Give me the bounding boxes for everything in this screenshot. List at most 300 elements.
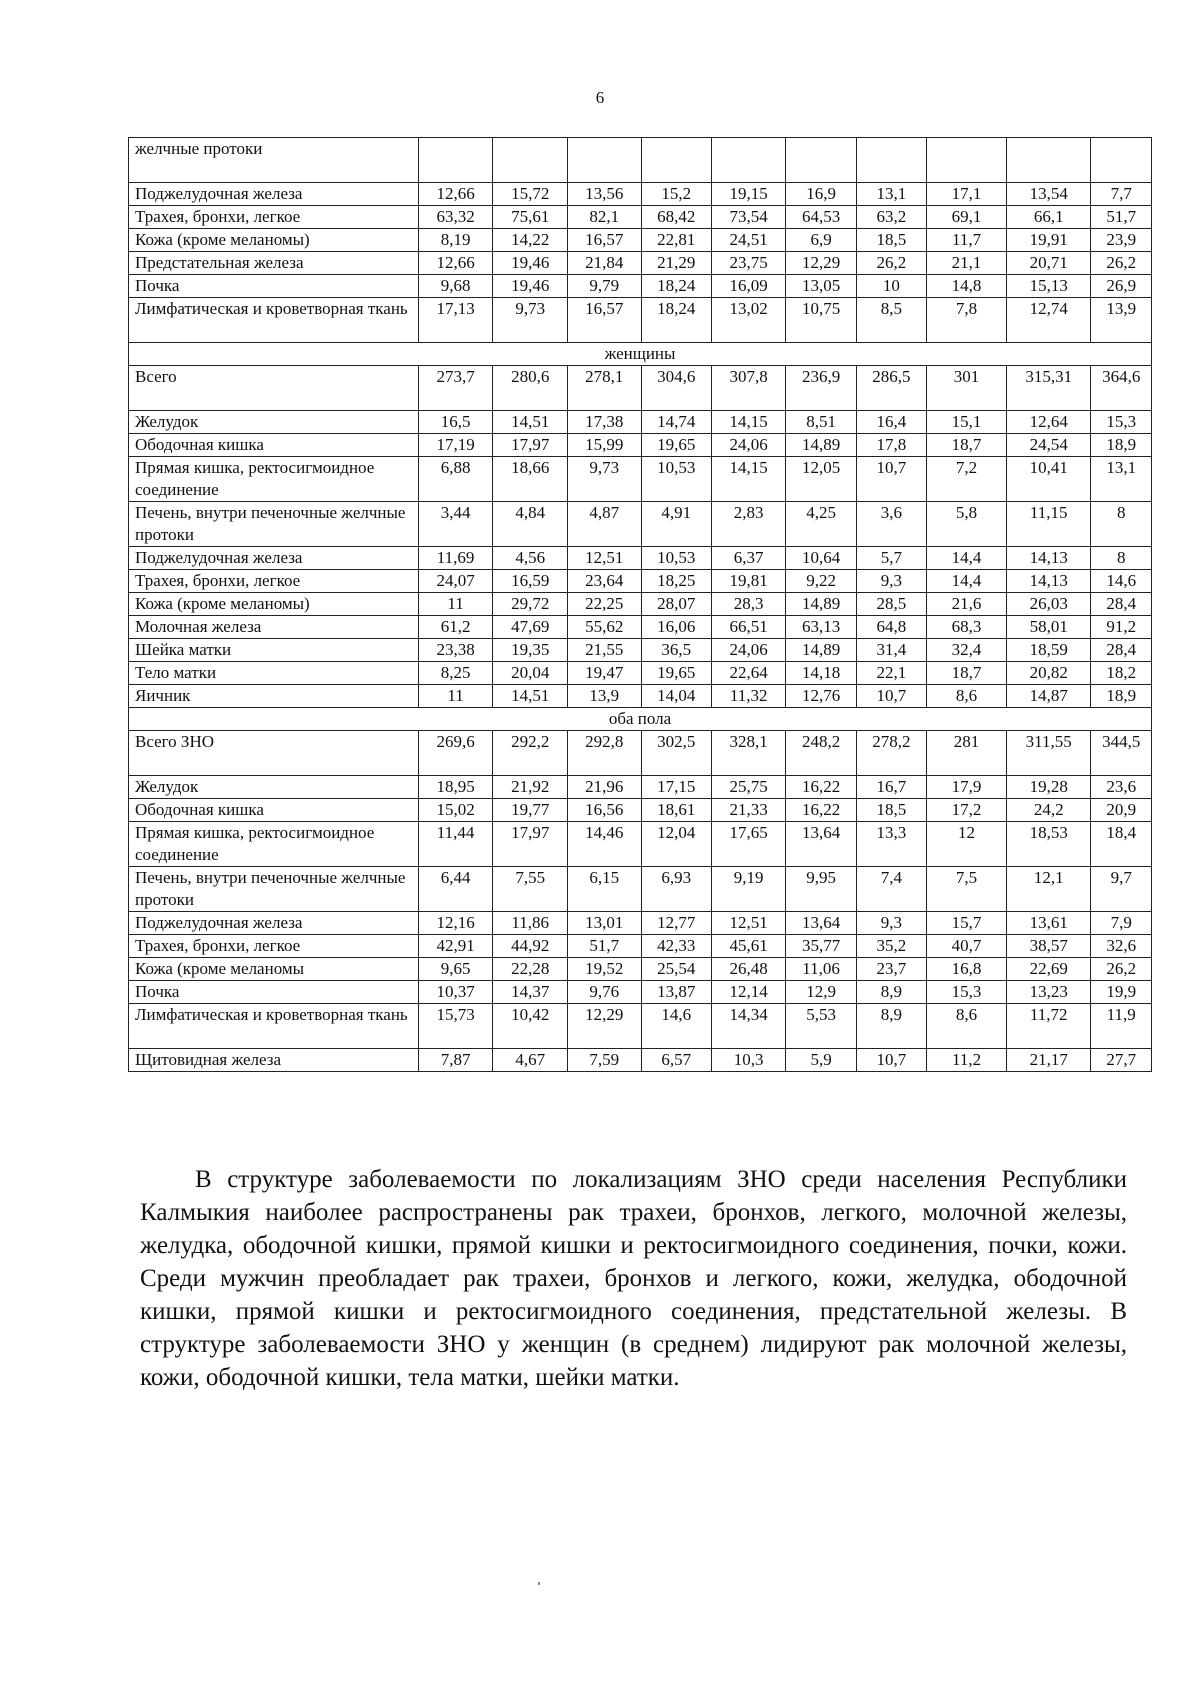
value-cell: 15,02 xyxy=(418,799,493,822)
value-cell: 21,1 xyxy=(927,252,1007,275)
value-cell: 278,2 xyxy=(856,731,926,776)
value-cell: 22,64 xyxy=(711,662,786,685)
value-cell: 18,59 xyxy=(1007,639,1091,662)
value-cell: 63,13 xyxy=(786,616,856,639)
value-cell: 68,42 xyxy=(641,206,711,229)
row-label: Печень, внутри печеночные желчные протоки xyxy=(129,867,419,912)
value-cell: 315,31 xyxy=(1007,366,1091,411)
row-label: Кожа (кроме меланомы xyxy=(129,958,419,981)
value-cell: 21,96 xyxy=(568,776,642,799)
value-cell: 16,56 xyxy=(568,799,642,822)
table-row xyxy=(129,958,1152,981)
value-cell: 4,56 xyxy=(493,547,568,570)
value-cell: 15,7 xyxy=(927,912,1007,935)
value-cell: 17,9 xyxy=(927,776,1007,799)
value-cell: 8,19 xyxy=(418,229,493,252)
value-cell: 12,66 xyxy=(418,252,493,275)
row-label: Почка xyxy=(129,981,419,1004)
value-cell xyxy=(418,138,493,183)
value-cell: 302,5 xyxy=(641,731,711,776)
value-cell xyxy=(856,138,926,183)
value-cell: 14,74 xyxy=(641,411,711,434)
value-cell: 45,61 xyxy=(711,935,786,958)
value-cell: 10,75 xyxy=(786,298,856,343)
value-cell: 4,87 xyxy=(568,502,642,547)
table-row xyxy=(129,434,1152,457)
value-cell: 292,2 xyxy=(493,731,568,776)
row-label: Тело матки xyxy=(129,662,419,685)
value-cell: 18,4 xyxy=(1091,822,1152,867)
value-cell: 19,65 xyxy=(641,434,711,457)
value-cell: 12,51 xyxy=(711,912,786,935)
value-cell: 292,8 xyxy=(568,731,642,776)
value-cell: 21,33 xyxy=(711,799,786,822)
row-label: Молочная железа xyxy=(129,616,419,639)
value-cell: 15,3 xyxy=(1091,411,1152,434)
value-cell: 11,86 xyxy=(493,912,568,935)
value-cell: 16,57 xyxy=(568,298,642,343)
value-cell: 66,1 xyxy=(1007,206,1091,229)
value-cell: 15,99 xyxy=(568,434,642,457)
row-label: Щитовидная железа xyxy=(129,1049,419,1072)
row-label: Кожа (кроме меланомы) xyxy=(129,593,419,616)
value-cell: 18,95 xyxy=(418,776,493,799)
value-cell: 7,5 xyxy=(927,867,1007,912)
value-cell: 28,07 xyxy=(641,593,711,616)
value-cell: 11,69 xyxy=(418,547,493,570)
value-cell: 75,61 xyxy=(493,206,568,229)
value-cell: 18,53 xyxy=(1007,822,1091,867)
value-cell: 26,03 xyxy=(1007,593,1091,616)
table-row xyxy=(129,1049,1152,1072)
value-cell: 47,69 xyxy=(493,616,568,639)
value-cell: 28,5 xyxy=(856,593,926,616)
section-label: женщины xyxy=(129,343,1152,366)
value-cell: 13,02 xyxy=(711,298,786,343)
value-cell: 3,6 xyxy=(856,502,926,547)
table-row xyxy=(129,138,1152,183)
row-label: Предстательная железа xyxy=(129,252,419,275)
value-cell: 35,2 xyxy=(856,935,926,958)
value-cell: 13,9 xyxy=(1091,298,1152,343)
value-cell: 17,13 xyxy=(418,298,493,343)
scan-speck xyxy=(538,1582,540,1585)
value-cell: 16,22 xyxy=(786,776,856,799)
value-cell: 278,1 xyxy=(568,366,642,411)
table-row xyxy=(129,183,1152,206)
row-label: Прямая кишка, ректосигмоидное соединение xyxy=(129,822,419,867)
value-cell: 12,74 xyxy=(1007,298,1091,343)
value-cell: 20,71 xyxy=(1007,252,1091,275)
value-cell: 26,2 xyxy=(856,252,926,275)
value-cell: 21,6 xyxy=(927,593,1007,616)
value-cell: 9,3 xyxy=(856,570,926,593)
value-cell: 55,62 xyxy=(568,616,642,639)
value-cell: 63,32 xyxy=(418,206,493,229)
value-cell: 7,59 xyxy=(568,1049,642,1072)
value-cell: 328,1 xyxy=(711,731,786,776)
value-cell: 8 xyxy=(1091,502,1152,547)
value-cell: 16,7 xyxy=(856,776,926,799)
value-cell: 18,7 xyxy=(927,662,1007,685)
value-cell: 28,3 xyxy=(711,593,786,616)
value-cell: 9,79 xyxy=(568,275,642,298)
value-cell: 9,68 xyxy=(418,275,493,298)
value-cell: 10,42 xyxy=(493,1004,568,1049)
value-cell: 24,06 xyxy=(711,434,786,457)
value-cell: 18,66 xyxy=(493,457,568,502)
value-cell: 9,19 xyxy=(711,867,786,912)
value-cell: 18,2 xyxy=(1091,662,1152,685)
value-cell: 9,76 xyxy=(568,981,642,1004)
value-cell: 63,2 xyxy=(856,206,926,229)
value-cell: 17,97 xyxy=(493,434,568,457)
value-cell: 32,6 xyxy=(1091,935,1152,958)
value-cell: 14,8 xyxy=(927,275,1007,298)
value-cell: 28,4 xyxy=(1091,593,1152,616)
value-cell: 26,48 xyxy=(711,958,786,981)
table-row xyxy=(129,685,1152,708)
value-cell: 6,15 xyxy=(568,867,642,912)
value-cell: 16,09 xyxy=(711,275,786,298)
value-cell: 16,57 xyxy=(568,229,642,252)
value-cell: 21,92 xyxy=(493,776,568,799)
value-cell: 10,64 xyxy=(786,547,856,570)
value-cell: 11,15 xyxy=(1007,502,1091,547)
table-row xyxy=(129,822,1152,867)
value-cell: 14,89 xyxy=(786,593,856,616)
table-row xyxy=(129,298,1152,343)
value-cell xyxy=(641,138,711,183)
value-cell: 66,51 xyxy=(711,616,786,639)
value-cell: 6,93 xyxy=(641,867,711,912)
value-cell: 32,4 xyxy=(927,639,1007,662)
value-cell: 26,9 xyxy=(1091,275,1152,298)
row-label: Почка xyxy=(129,275,419,298)
value-cell: 26,2 xyxy=(1091,958,1152,981)
value-cell: 18,5 xyxy=(856,229,926,252)
value-cell: 13,9 xyxy=(568,685,642,708)
value-cell: 3,44 xyxy=(418,502,493,547)
row-label: Шейка матки xyxy=(129,639,419,662)
value-cell: 14,13 xyxy=(1007,547,1091,570)
value-cell: 14,34 xyxy=(711,1004,786,1049)
value-cell: 17,19 xyxy=(418,434,493,457)
value-cell: 14,15 xyxy=(711,457,786,502)
value-cell: 10,3 xyxy=(711,1049,786,1072)
value-cell: 23,9 xyxy=(1091,229,1152,252)
value-cell: 21,29 xyxy=(641,252,711,275)
table-row xyxy=(129,229,1152,252)
value-cell: 13,87 xyxy=(641,981,711,1004)
value-cell: 24,06 xyxy=(711,639,786,662)
value-cell: 5,9 xyxy=(786,1049,856,1072)
value-cell: 14,4 xyxy=(927,547,1007,570)
value-cell: 17,2 xyxy=(927,799,1007,822)
value-cell: 12,77 xyxy=(641,912,711,935)
value-cell: 19,15 xyxy=(711,183,786,206)
value-cell: 344,5 xyxy=(1091,731,1152,776)
value-cell: 273,7 xyxy=(418,366,493,411)
value-cell: 21,17 xyxy=(1007,1049,1091,1072)
value-cell: 22,81 xyxy=(641,229,711,252)
value-cell: 13,23 xyxy=(1007,981,1091,1004)
value-cell: 10,53 xyxy=(641,547,711,570)
table-row xyxy=(129,275,1152,298)
value-cell: 11,32 xyxy=(711,685,786,708)
value-cell: 307,8 xyxy=(711,366,786,411)
value-cell: 23,75 xyxy=(711,252,786,275)
table-row xyxy=(129,366,1152,411)
value-cell: 24,51 xyxy=(711,229,786,252)
value-cell: 9,73 xyxy=(568,457,642,502)
value-cell: 4,67 xyxy=(493,1049,568,1072)
value-cell: 23,7 xyxy=(856,958,926,981)
row-label: Трахея, бронхи, легкое xyxy=(129,570,419,593)
value-cell: 12,9 xyxy=(786,981,856,1004)
value-cell xyxy=(1091,138,1152,183)
section-label: оба пола xyxy=(129,708,1152,731)
value-cell: 13,1 xyxy=(1091,457,1152,502)
value-cell: 364,6 xyxy=(1091,366,1152,411)
row-label: Поджелудочная железа xyxy=(129,912,419,935)
value-cell: 25,54 xyxy=(641,958,711,981)
value-cell: 13,64 xyxy=(786,822,856,867)
value-cell: 20,82 xyxy=(1007,662,1091,685)
value-cell: 11,72 xyxy=(1007,1004,1091,1049)
table-row xyxy=(129,457,1152,502)
value-cell: 14,13 xyxy=(1007,570,1091,593)
value-cell: 19,35 xyxy=(493,639,568,662)
value-cell: 311,55 xyxy=(1007,731,1091,776)
table-row xyxy=(129,593,1152,616)
value-cell: 64,53 xyxy=(786,206,856,229)
value-cell: 12 xyxy=(927,822,1007,867)
table-row xyxy=(129,206,1152,229)
value-cell: 9,7 xyxy=(1091,867,1152,912)
value-cell: 17,15 xyxy=(641,776,711,799)
value-cell: 2,83 xyxy=(711,502,786,547)
value-cell: 22,69 xyxy=(1007,958,1091,981)
value-cell: 14,15 xyxy=(711,411,786,434)
value-cell xyxy=(786,138,856,183)
value-cell: 58,01 xyxy=(1007,616,1091,639)
value-cell: 26,2 xyxy=(1091,252,1152,275)
value-cell: 8,25 xyxy=(418,662,493,685)
value-cell: 44,92 xyxy=(493,935,568,958)
value-cell: 19,9 xyxy=(1091,981,1152,1004)
value-cell: 8,6 xyxy=(927,1004,1007,1049)
value-cell: 19,46 xyxy=(493,275,568,298)
value-cell: 9,3 xyxy=(856,912,926,935)
value-cell: 19,65 xyxy=(641,662,711,685)
value-cell: 13,1 xyxy=(856,183,926,206)
table-row xyxy=(129,662,1152,685)
incidence-table xyxy=(128,137,1152,1072)
value-cell: 281 xyxy=(927,731,1007,776)
value-cell: 9,65 xyxy=(418,958,493,981)
value-cell: 68,3 xyxy=(927,616,1007,639)
value-cell: 16,59 xyxy=(493,570,568,593)
value-cell: 11 xyxy=(418,685,493,708)
value-cell: 12,04 xyxy=(641,822,711,867)
value-cell: 286,5 xyxy=(856,366,926,411)
value-cell: 17,38 xyxy=(568,411,642,434)
value-cell: 36,5 xyxy=(641,639,711,662)
value-cell: 18,5 xyxy=(856,799,926,822)
value-cell: 18,24 xyxy=(641,298,711,343)
value-cell: 8,9 xyxy=(856,981,926,1004)
value-cell: 280,6 xyxy=(493,366,568,411)
value-cell: 10 xyxy=(856,275,926,298)
value-cell: 18,24 xyxy=(641,275,711,298)
table-row xyxy=(129,547,1152,570)
value-cell: 14,6 xyxy=(1091,570,1152,593)
value-cell: 14,51 xyxy=(493,411,568,434)
value-cell: 304,6 xyxy=(641,366,711,411)
value-cell: 18,9 xyxy=(1091,434,1152,457)
value-cell: 12,51 xyxy=(568,547,642,570)
value-cell: 21,84 xyxy=(568,252,642,275)
value-cell: 69,1 xyxy=(927,206,1007,229)
value-cell: 19,47 xyxy=(568,662,642,685)
value-cell: 13,01 xyxy=(568,912,642,935)
value-cell: 19,81 xyxy=(711,570,786,593)
value-cell: 42,91 xyxy=(418,935,493,958)
value-cell: 10,37 xyxy=(418,981,493,1004)
value-cell: 19,91 xyxy=(1007,229,1091,252)
value-cell: 7,87 xyxy=(418,1049,493,1072)
value-cell: 31,4 xyxy=(856,639,926,662)
value-cell: 23,6 xyxy=(1091,776,1152,799)
value-cell: 11,7 xyxy=(927,229,1007,252)
value-cell: 17,65 xyxy=(711,822,786,867)
row-label: Лимфатическая и кроветворная ткань xyxy=(129,1004,419,1049)
value-cell: 301 xyxy=(927,366,1007,411)
value-cell: 15,13 xyxy=(1007,275,1091,298)
value-cell: 16,06 xyxy=(641,616,711,639)
value-cell: 5,7 xyxy=(856,547,926,570)
value-cell: 18,61 xyxy=(641,799,711,822)
value-cell: 19,77 xyxy=(493,799,568,822)
value-cell: 14,04 xyxy=(641,685,711,708)
value-cell: 14,22 xyxy=(493,229,568,252)
value-cell: 10,53 xyxy=(641,457,711,502)
value-cell: 28,4 xyxy=(1091,639,1152,662)
value-cell: 10,7 xyxy=(856,457,926,502)
value-cell: 7,2 xyxy=(927,457,1007,502)
value-cell: 38,57 xyxy=(1007,935,1091,958)
row-label: Поджелудочная железа xyxy=(129,183,419,206)
value-cell: 13,05 xyxy=(786,275,856,298)
value-cell: 17,8 xyxy=(856,434,926,457)
value-cell: 14,51 xyxy=(493,685,568,708)
table-row xyxy=(129,776,1152,799)
value-cell xyxy=(568,138,642,183)
value-cell: 61,2 xyxy=(418,616,493,639)
value-cell: 8,9 xyxy=(856,1004,926,1049)
value-cell: 29,72 xyxy=(493,593,568,616)
value-cell: 8,5 xyxy=(856,298,926,343)
value-cell: 21,55 xyxy=(568,639,642,662)
value-cell: 6,44 xyxy=(418,867,493,912)
value-cell: 22,25 xyxy=(568,593,642,616)
value-cell: 19,28 xyxy=(1007,776,1091,799)
value-cell: 64,8 xyxy=(856,616,926,639)
value-cell: 16,4 xyxy=(856,411,926,434)
value-cell: 42,33 xyxy=(641,935,711,958)
value-cell: 7,8 xyxy=(927,298,1007,343)
value-cell: 10,41 xyxy=(1007,457,1091,502)
row-label: Поджелудочная железа xyxy=(129,547,419,570)
table-row xyxy=(129,935,1152,958)
value-cell: 24,2 xyxy=(1007,799,1091,822)
row-label: Трахея, бронхи, легкое xyxy=(129,935,419,958)
value-cell: 4,91 xyxy=(641,502,711,547)
row-label: Всего xyxy=(129,366,419,411)
table-row xyxy=(129,502,1152,547)
value-cell: 16,5 xyxy=(418,411,493,434)
value-cell: 82,1 xyxy=(568,206,642,229)
value-cell: 11 xyxy=(418,593,493,616)
row-label: Трахея, бронхи, легкое xyxy=(129,206,419,229)
row-label: Желудок xyxy=(129,776,419,799)
value-cell: 20,04 xyxy=(493,662,568,685)
value-cell: 51,7 xyxy=(568,935,642,958)
value-cell: 12,66 xyxy=(418,183,493,206)
value-cell: 14,6 xyxy=(641,1004,711,1049)
row-label: Ободочная кишка xyxy=(129,434,419,457)
value-cell: 40,7 xyxy=(927,935,1007,958)
value-cell xyxy=(711,138,786,183)
value-cell: 16,8 xyxy=(927,958,1007,981)
value-cell: 6,88 xyxy=(418,457,493,502)
value-cell: 6,57 xyxy=(641,1049,711,1072)
value-cell: 11,06 xyxy=(786,958,856,981)
value-cell: 24,07 xyxy=(418,570,493,593)
value-cell: 13,64 xyxy=(786,912,856,935)
value-cell: 6,37 xyxy=(711,547,786,570)
table-row xyxy=(129,1004,1152,1049)
value-cell: 19,52 xyxy=(568,958,642,981)
value-cell: 9,22 xyxy=(786,570,856,593)
table-row xyxy=(129,411,1152,434)
value-cell: 35,77 xyxy=(786,935,856,958)
value-cell xyxy=(927,138,1007,183)
value-cell: 20,9 xyxy=(1091,799,1152,822)
value-cell: 11,44 xyxy=(418,822,493,867)
row-label: Лимфатическая и кроветворная ткань xyxy=(129,298,419,343)
table-row xyxy=(129,639,1152,662)
row-label: желчные протоки xyxy=(129,138,419,183)
value-cell: 7,9 xyxy=(1091,912,1152,935)
value-cell: 5,53 xyxy=(786,1004,856,1049)
value-cell: 12,16 xyxy=(418,912,493,935)
value-cell: 22,28 xyxy=(493,958,568,981)
value-cell: 7,7 xyxy=(1091,183,1152,206)
value-cell: 15,2 xyxy=(641,183,711,206)
value-cell: 13,56 xyxy=(568,183,642,206)
value-cell: 236,9 xyxy=(786,366,856,411)
value-cell: 17,1 xyxy=(927,183,1007,206)
value-cell: 19,46 xyxy=(493,252,568,275)
value-cell: 7,55 xyxy=(493,867,568,912)
value-cell: 10,7 xyxy=(856,1049,926,1072)
row-label: Яичник xyxy=(129,685,419,708)
value-cell: 15,1 xyxy=(927,411,1007,434)
value-cell: 6,9 xyxy=(786,229,856,252)
value-cell: 16,9 xyxy=(786,183,856,206)
